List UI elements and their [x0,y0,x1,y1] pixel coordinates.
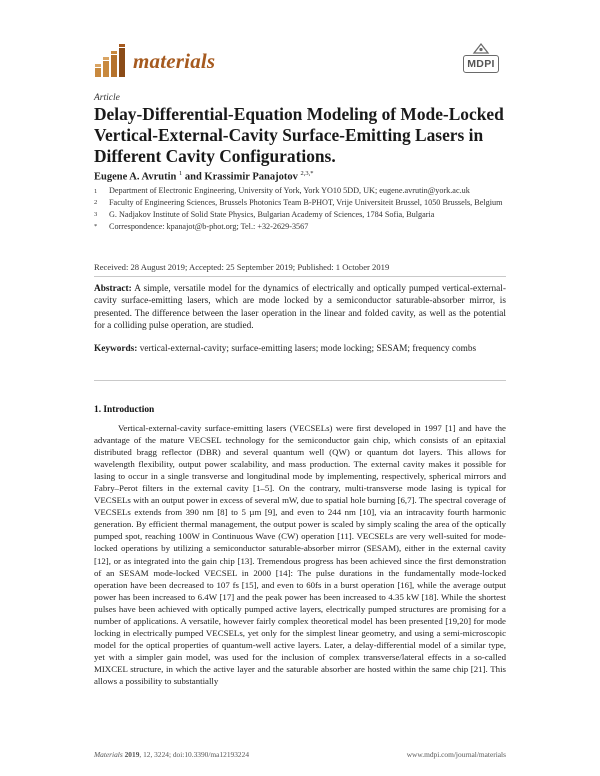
citation-journal: Materials [94,750,123,759]
affiliation-item [94,197,514,209]
affiliation-item [94,209,514,221]
affiliation-number: * [94,223,98,231]
materials-logo-icon [94,44,128,78]
affiliation-text: Faculty of Engineering Sciences, Brussels Photonics Team B-PHOT, Vrije Universiteit Brussel, 1050 Brussels, Belgium [109,197,503,207]
affiliation-item [94,185,514,197]
divider [94,380,506,381]
keywords [94,343,506,355]
keywords-label: Keywords: [94,344,138,354]
journal-logo[interactable] [94,44,215,78]
correspondence-text: Correspondence: kpanajot@b-phot.org; Tel.: +32-2629-3567 [109,221,309,231]
journal-url[interactable]: www.mdpi.com/journal/materials [406,750,506,759]
affiliation-number: 2 [94,199,98,207]
author-name[interactable]: Eugene A. Avrutin [94,171,177,183]
citation [94,750,249,759]
abstract-label: Abstract: [94,284,132,294]
affiliation-item [94,221,514,233]
abstract-text: A simple, versatile model for the dynamics of electrically and optically pumped vertical-external-cavity surface-emitting lasers, which are mode locked by a semiconductor saturable-absorber mirror, is presented. The difference between the laser operation in the linear and folded cavity, as well as the potential for a colliding pulse operation, are studied. [94,284,506,331]
citation-year: 2019 [124,750,140,759]
citation-details: , 12, 3224; doi:10.3390/ma12193224 [139,750,250,759]
affiliation-number: 3 [94,211,98,219]
keywords-text: vertical-external-cavity; surface-emitting lasers; mode locking; SESAM; frequency combs [139,344,477,354]
author-affiliation-mark: 1 [178,170,183,177]
section-body: Vertical-external-cavity surface-emitting lasers (VECSELs) were first developed in 1997 [1] and have the advantage of the mature VECSEL technology for the semiconductor gain chip, which consists of an epitaxial distributed bragg reflector (DBR) and several quantum well (QW) or quantum dot layers. This allows for wavelength flexibility, output power scalability, and mass production. The external cavity makes it possible for lasing to occur in a single transverse and longitudinal mode by implementing, respectively, spherical mirrors and Fabry–Perot filters in the external cavity [1–5]. On the contrary, multi-transverse mode lasing is typical for VECSELs with an output power in excess of several mW, due to spatial hole burning [6,7]. The spectral coverage of VECSELs extends from 390 nm [8] to 5 µm [9], and even to 244 nm [10], via an intracavity fourth harmonic generation. By efficient thermal management, the output power is scaled by simply scaling the area of the optically pumped spot, reaching 100W in Continuous Wave (CW) operation [11]. VECSELs are very well-suited for mode-locked operations by utilizing a semiconductor saturable-absorber mirror (SESAM), either in the external cavity [12], or as integrated into the gain chip [13]. Tremendous progress has been achieved since the first demonstration of an SESAM mode-locked VECSEL in 2000 [14]: The pulse durations in the fundamentally mode-locked operation have been decreased to 107 fs [15], and even to 60fs in a burst operation [16], while the average output power has been increased to 6.4W [17] and the peak power has been increased to 4.35 kW [18]. While the shortest pulses have been achieved with optically pumped active layers, electrically pumped structures are promising for a number of applications. A versatile, however fairly complex theoretical model has been presented [19,20] for mode locking in electrically pumped VECSELs, yet only for the simplest linear geometry, and using a semi-microscopic model for the optical properties of quantum-well active layers. Later, a delay-differential model of a similar type, yet with a simpler gain model, was used for the inclusion of complex transverse/lateral effects in a so-called MIXCEL structure, in which the active layer and the saturable absorber are hosted within the same chip [21]. This allows a possibility to substantially [94,423,506,686]
publication-dates: Received: 28 August 2019; Accepted: 25 September 2019; Published: 1 October 2019 [94,262,390,272]
page-footer [94,750,506,759]
affiliation-number: 1 [94,187,98,195]
article-type: Article [94,93,120,103]
author-name[interactable]: Krassimir Panajotov [204,171,298,183]
affiliation-text: Department of Electronic Engineering, University of York, York YO10 5DD, UK; eugene.avrutin@york.ac.uk [109,186,470,195]
abstract [94,283,506,332]
article-title: Delay-Differential-Equation Modeling of Mode-Locked Vertical-External-Cavity Surface-Emitting Lasers in Different Cavity Configurations. [94,104,504,166]
author-affiliation-mark: 2,3,* [300,170,314,177]
affiliation-text: G. Nadjakov Institute of Solid State Physics, Bulgarian Academy of Sciences, 1784 Sofia, Bulgaria [109,209,435,219]
divider [94,276,506,277]
publisher-name: MDPI [463,55,499,73]
author-list [94,170,313,183]
section-heading: 1. Introduction [94,405,155,415]
affiliation-list [94,185,514,233]
publisher-logo[interactable] [463,42,499,73]
mdpi-leaf-icon [472,42,490,54]
author-separator: and [182,171,205,183]
journal-name: materials [133,48,216,73]
